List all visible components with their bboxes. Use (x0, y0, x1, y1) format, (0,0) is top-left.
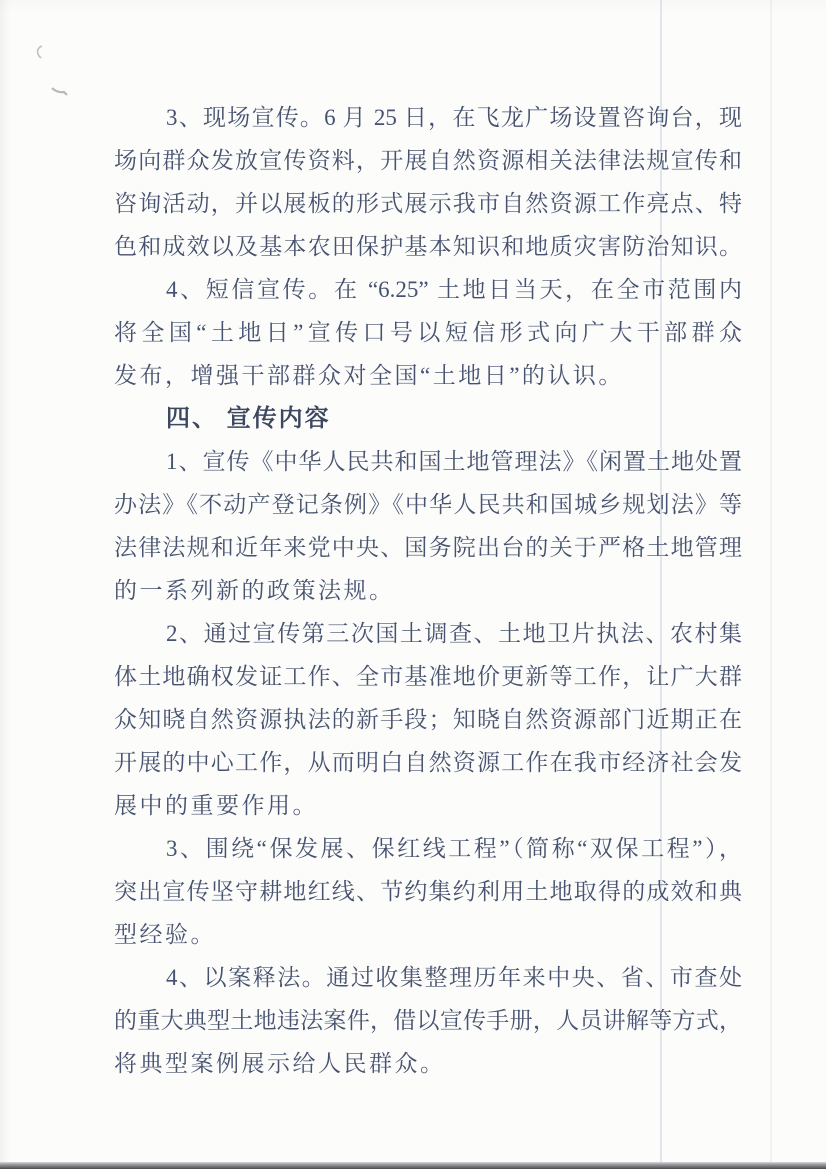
text-line: 3、现场宣传。6 月 25 日，在飞龙广场设置咨询台，现 (166, 105, 742, 130)
text-line: 的重大典型土地违法案件，借以宣传手册，人员讲解等方式， (114, 1008, 742, 1033)
section-heading: 四、 宣传内容 (166, 405, 331, 432)
paper-fold-line (770, 0, 772, 1169)
text-line: 法律法规和近年来党中央、国务院出台的关于严格土地管理 (114, 535, 742, 560)
text-line: 场向群众发放宣传资料，开展自然资源相关法律法规宣传和 (114, 148, 742, 173)
document-body (114, 96, 742, 1085)
text-line: 型经验。 (114, 922, 216, 947)
text-line: 突出宣传坚守耕地红线、节约集约利用土地取得的成效和典 (114, 879, 742, 904)
text-line: 将典型案例展示给人民群众。 (114, 1051, 446, 1076)
text-line: 2、通过宣传第三次国土调查、土地卫片执法、农村集 (166, 621, 742, 646)
text-line: 众知晓自然资源执法的新手段；知晓自然资源部门近期正在 (114, 707, 742, 732)
text-line: 将全国“土地日”宣传口号以短信形式向广大干部群众 (114, 320, 742, 345)
text-line: 咨询活动，并以展板的形式展示我市自然资源工作亮点、特 (114, 191, 742, 216)
text-line: 3、围绕“保发展、保红线工程”（简称“双保工程”）， (166, 836, 742, 861)
text-line: 体土地确权发证工作、全市基准地价更新等工作，让广大群 (114, 664, 742, 689)
pen-mark-icon (28, 38, 72, 110)
text-line: 色和成效以及基本农田保护基本知识和地质灾害防治知识。 (114, 234, 742, 259)
text-line: 4、短信宣传。在 “6.25” 土地日当天，在全市范围内 (166, 277, 742, 302)
text-line: 发布，增强干部群众对全国“土地日”的认识。 (114, 363, 624, 388)
text-line: 开展的中心工作，从而明白自然资源工作在我市经济社会发 (114, 750, 742, 775)
text-line: 展中的重要作用。 (114, 793, 318, 818)
text-line: 4、以案释法。通过收集整理历年来中央、省、市查处 (166, 965, 742, 990)
text-line: 的一系列新的政策法规。 (114, 578, 395, 603)
scanner-edge (0, 1162, 826, 1169)
text-line: 办法》《不动产登记条例》《中华人民共和国城乡规划法》等 (114, 492, 742, 517)
text-line: 1、宣传《中华人民共和国土地管理法》《闲置土地处置 (166, 449, 742, 474)
